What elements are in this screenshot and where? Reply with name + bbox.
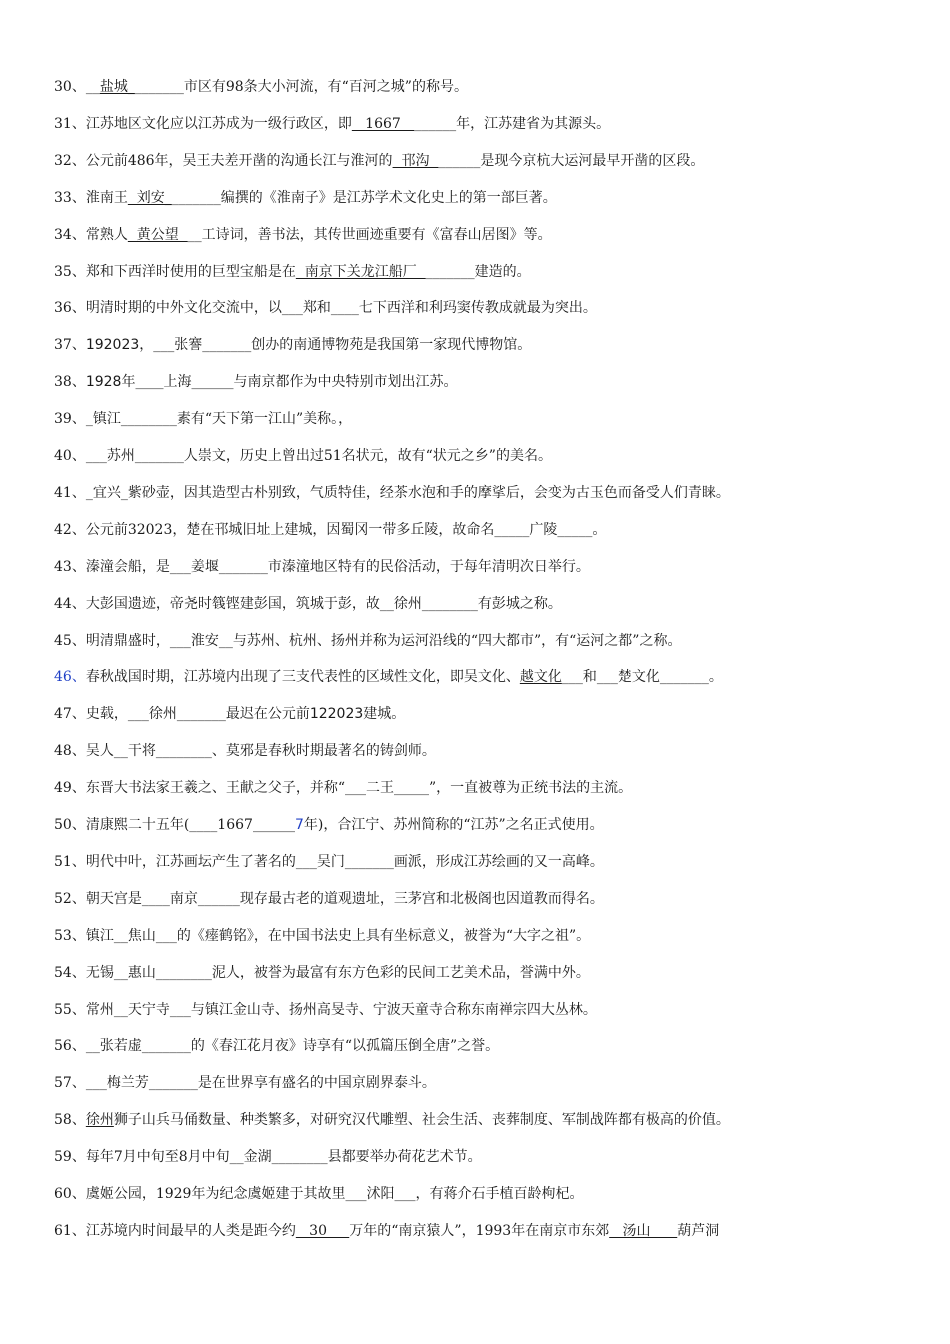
question-text: 建造的。 [474, 264, 531, 280]
question-text: __ [379, 596, 394, 612]
question-text: 紫砂壶，因其造型古朴别致，气质特佳，经茶水泡和手的摩挲后，会变为古玉色而备受人们青睐。 [127, 485, 730, 501]
question-number: 56、 [54, 1038, 86, 1054]
question-number: 38、 [54, 374, 86, 390]
question-text: __ [218, 633, 233, 649]
question-text: 江苏地区文化应以江苏成为一级行政区，即 [85, 116, 352, 132]
question-text: 的《春江花月夜》诗享有“以孤篇压倒全唐”之誉。 [190, 1038, 500, 1054]
question-number: 36、 [54, 300, 86, 316]
question-line [54, 369, 934, 395]
question-line [54, 1107, 934, 1133]
answer-text: 黄公望 [127, 227, 188, 243]
question-text: ___ [345, 1186, 367, 1202]
question-text: ___ [169, 559, 191, 575]
question-text: 万年的“南京猿人”，1993年在南京市东郊 [349, 1223, 610, 1239]
question-text: 工诗词，善书法，其传世画迹重要有《富春山居图》等。 [201, 227, 552, 243]
question-number: 44、 [54, 596, 86, 612]
question-text: _______ [134, 79, 184, 95]
question-text: 122023 [309, 706, 364, 722]
question-number: 33、 [54, 190, 86, 206]
question-line [54, 185, 934, 211]
question-text: ___ [561, 669, 583, 685]
question-text: _____ [494, 522, 530, 538]
question-text: 年 [121, 374, 136, 390]
answer-text: 邗沟 [392, 153, 439, 169]
question-line [54, 664, 934, 690]
question-text: _ [85, 485, 93, 501]
question-text: ____ [135, 374, 164, 390]
question-number: 43、 [54, 559, 86, 575]
question-text: 吴人 [85, 743, 114, 759]
question-line [54, 812, 934, 838]
question-text: _______ [202, 337, 252, 353]
question-text: __ [229, 1149, 244, 1165]
question-text: _______ [659, 669, 709, 685]
question-text: _______ [141, 1038, 191, 1054]
question-text: ______ [414, 116, 457, 132]
question-text: 明清鼎盛时， [85, 633, 170, 649]
question-number: 53、 [54, 928, 86, 944]
question-text: ________ [120, 411, 177, 427]
question-text: 与苏州、杭州、扬州并称为运河沿线的“四大都市”，有“运河之都”之称。 [232, 633, 682, 649]
question-line [54, 1033, 934, 1059]
question-text: ____ [330, 300, 359, 316]
question-number: 55、 [54, 1002, 86, 1018]
question-number: 61、 [54, 1223, 86, 1239]
question-text: ______ [197, 891, 240, 907]
question-text: ___ [155, 928, 177, 944]
question-number: 46、 [54, 669, 86, 685]
question-line [54, 554, 934, 580]
question-text: 苏州 [106, 448, 135, 464]
question-text: ___ [153, 337, 175, 353]
question-text: 、莫邪是春秋时期最著名的铸剑师。 [211, 743, 436, 759]
question-text: 姜堰 [190, 559, 219, 575]
question-text: 徐州 [148, 706, 177, 722]
question-text: 常熟人 [85, 227, 128, 243]
question-line [54, 1144, 934, 1170]
question-line [54, 295, 934, 321]
question-number: 45、 [54, 633, 86, 649]
question-line [54, 406, 934, 432]
question-number: 40、 [54, 448, 86, 464]
question-text: 县都要举办荷花艺术节。 [327, 1149, 482, 1165]
question-text: 大彭国遗迹，帝尧时篯铿建彭国，筑城于彭，故 [85, 596, 380, 612]
question-text: 人崇文，历史上曾出过51名状元，故有“状元之乡”的美名。 [183, 448, 552, 464]
question-text: 常州 [85, 1002, 114, 1018]
question-text: __ [85, 1038, 100, 1054]
question-text: 泥人，被誉为最富有东方色彩的民间工艺美术品，誉满中外。 [211, 965, 590, 981]
question-text: 公元前32023，楚在邗城旧址上建城，因蜀冈一带多丘陵，故命名 [85, 522, 495, 538]
question-text: 是在世界享有盛名的中国京剧界泰斗。 [197, 1075, 436, 1091]
question-text: 宜兴 [92, 485, 121, 501]
question-text: ________ [271, 1149, 328, 1165]
question-text: 是现今京杭大运河最早开凿的区段。 [480, 153, 705, 169]
question-text: 明清时期的中外文化交流中，以 [85, 300, 282, 316]
question-number: 32、 [54, 153, 86, 169]
question-text: ___ [281, 300, 303, 316]
question-text: 编撰的《淮南子》是江苏学术文化史上的第一部巨著。 [220, 190, 557, 206]
question-text: _______ [148, 1075, 198, 1091]
question-text: 。 [592, 522, 607, 538]
question-text: ____ [189, 817, 218, 833]
question-text: 天宁寺 [127, 1002, 170, 1018]
question-text: 淮南王 [85, 190, 128, 206]
question-number: 39、 [54, 411, 86, 427]
question-number: 50、 [54, 817, 86, 833]
question-text: __ [113, 928, 128, 944]
question-text: ___ [85, 448, 107, 464]
answer-text: 徐州 [85, 1112, 114, 1128]
question-line [54, 1218, 934, 1244]
question-text: 郑和下西洋时使用的巨型宝船是在 [85, 264, 296, 280]
question-text: 的《瘗鹤铭》，在中国书法史上具有坐标意义，被誉为“大字之祖”。 [176, 928, 591, 944]
question-text: _ [120, 485, 128, 501]
question-line [54, 480, 934, 506]
question-text: 和 [582, 669, 597, 685]
question-text: 素有“天下第一江山”美称。， [176, 411, 353, 427]
question-line [54, 960, 934, 986]
question-number: 42、 [54, 522, 86, 538]
question-number: 34、 [54, 227, 86, 243]
question-text: 市区有98条大小河流，有“百河之城”的称号。 [183, 79, 468, 95]
question-text: 楚文化 [617, 669, 660, 685]
question-text: _ [85, 411, 93, 427]
question-text: __ [85, 79, 100, 95]
question-line [54, 1181, 934, 1207]
question-text: __ [113, 965, 128, 981]
question-text: 清康熙二十五年( [85, 817, 190, 833]
question-line [54, 628, 934, 654]
question-line [54, 701, 934, 727]
question-text: 狮子山兵马俑数量、种类繁多，对研究汉代雕塑、社会生活、丧葬制度、军制战阵都有极高的价值。 [113, 1112, 730, 1128]
question-text: ”，一直被尊为正统书法的主流。 [428, 780, 633, 796]
question-number: 60、 [54, 1186, 86, 1202]
question-text: ___ [344, 780, 366, 796]
question-text: __ [187, 227, 202, 243]
question-text: 建城。 [363, 706, 406, 722]
question-number: 49、 [54, 780, 86, 796]
answer-text: 刘安_ [127, 190, 172, 206]
question-text: 江苏境内时间最早的人类是距今约 [85, 1223, 296, 1239]
question-text: 192023， [85, 337, 154, 353]
question-text: 吴门 [316, 854, 345, 870]
question-text: 镇江 [92, 411, 121, 427]
question-text: 明代中叶，江苏画坛产生了著名的 [85, 854, 296, 870]
question-number: 48、 [54, 743, 86, 759]
question-number: 58、 [54, 1112, 86, 1128]
question-number: 59、 [54, 1149, 86, 1165]
question-line [54, 443, 934, 469]
question-text: 东晋大书法家王羲之、王献之父子，并称“ [85, 780, 345, 796]
question-number: 31、 [54, 116, 86, 132]
question-text: 市溱潼地区特有的民俗活动，于每年清明次日举行。 [267, 559, 590, 575]
question-line [54, 259, 934, 285]
answer-text: 30 [295, 1223, 350, 1239]
question-text: 公元前486年，吴王夫差开凿的沟通长江与淮河的 [85, 153, 393, 169]
question-line [54, 517, 934, 543]
question-text: _____ [393, 780, 429, 796]
answer-text: 南京下关龙江船厂 [295, 264, 426, 280]
answer-text: 越文化 [519, 669, 562, 685]
answer-text: 汤山 [609, 1223, 678, 1239]
question-text: _______ [171, 190, 221, 206]
question-text: 张謇 [174, 337, 203, 353]
question-text: 溱潼会船，是 [85, 559, 170, 575]
question-text: 南京 [169, 891, 198, 907]
question-text: 无锡 [85, 965, 114, 981]
question-text: ___ [85, 1075, 107, 1091]
question-text: ___ [169, 633, 191, 649]
question-number: 41、 [54, 485, 86, 501]
question-text: 现存最古老的道观遗址，三茅宫和北极阁也因道教而得名。 [239, 891, 604, 907]
question-number: 47、 [54, 706, 86, 722]
question-text: 7 [294, 817, 304, 833]
question-text: 七下西洋和利玛窦传教成就最为突出。 [358, 300, 597, 316]
question-text: 广陵 [529, 522, 558, 538]
question-text: 有彭城之称。 [477, 596, 562, 612]
question-text: 徐州 [393, 596, 422, 612]
question-text: ___ [169, 1002, 191, 1018]
question-text: 与镇江金山寺、扬州高旻寺、宁波天童寺合称东南禅宗四大丛林。 [190, 1002, 597, 1018]
question-text: 每年7月中旬至8月中旬 [85, 1149, 230, 1165]
question-line [54, 775, 934, 801]
question-text: 葫芦洞 [677, 1223, 720, 1239]
question-number: 51、 [54, 854, 86, 870]
question-text: 春秋战国时期，江苏境内出现了三支代表性的区域性文化，即吴文化、 [85, 669, 520, 685]
question-text: 惠山 [127, 965, 156, 981]
question-line [54, 222, 934, 248]
question-text: _______ [425, 264, 475, 280]
question-number: 54、 [54, 965, 86, 981]
answer-text: 1667 [351, 116, 415, 132]
question-line [54, 1070, 934, 1096]
question-text: 虞姬公园，1929年为纪念虞姬建于其故里 [85, 1186, 346, 1202]
question-text: 淮安 [190, 633, 219, 649]
question-text: 金湖 [243, 1149, 272, 1165]
question-text: ______ [252, 817, 295, 833]
question-text: _______ [344, 854, 394, 870]
question-line [54, 849, 934, 875]
question-line [54, 738, 934, 764]
question-text: ____ [141, 891, 170, 907]
question-text: 沭阳 [366, 1186, 395, 1202]
question-text: 二王 [365, 780, 394, 796]
question-text: ___ [295, 854, 317, 870]
question-text: 。 [708, 669, 723, 685]
question-text: ______ [438, 153, 481, 169]
question-text: _______ [218, 559, 268, 575]
question-text: _______ [176, 706, 226, 722]
question-text: __ [113, 743, 128, 759]
question-text: ______ [191, 374, 234, 390]
question-text: ___ [394, 1186, 416, 1202]
question-text: 上海 [163, 374, 192, 390]
question-line [54, 997, 934, 1023]
question-number: 57、 [54, 1075, 86, 1091]
question-text: ___ [596, 669, 618, 685]
question-text: 年)，合江宁、苏州简称的“江苏”之名正式使用。 [303, 817, 604, 833]
question-text: 朝天宫是 [85, 891, 142, 907]
question-text: ________ [421, 596, 478, 612]
question-text: 画派，形成江苏绘画的又一高峰。 [393, 854, 604, 870]
question-text: 焦山 [127, 928, 156, 944]
answer-text: 盐城_ [99, 79, 135, 95]
question-number: 35、 [54, 264, 86, 280]
question-number: 30、 [54, 79, 86, 95]
question-text: _______ [134, 448, 184, 464]
question-text: 创办的南通博物苑是我国第一家现代博物馆。 [251, 337, 532, 353]
question-text: 1928 [85, 374, 122, 390]
question-line [54, 74, 934, 100]
question-text: ________ [155, 965, 212, 981]
question-line [54, 148, 934, 174]
question-text: ，有蒋介石手植百龄枸杞。 [415, 1186, 584, 1202]
question-text: ________ [155, 743, 212, 759]
question-text: 郑和 [302, 300, 331, 316]
question-text: 年，江苏建省为其源头。 [456, 116, 611, 132]
question-text: 梅兰芳 [106, 1075, 149, 1091]
question-text: 镇江 [85, 928, 114, 944]
question-line [54, 923, 934, 949]
question-text: 史载， [85, 706, 128, 722]
question-line [54, 591, 934, 617]
question-text: 干将 [127, 743, 156, 759]
question-line [54, 886, 934, 912]
question-line [54, 111, 934, 137]
question-text: ___ [127, 706, 149, 722]
question-line [54, 332, 934, 358]
question-text: _____ [557, 522, 593, 538]
question-text: 1667 [217, 817, 253, 833]
question-text: __ [113, 1002, 128, 1018]
question-text: 与南京都作为中央特别市划出江苏。 [233, 374, 458, 390]
question-number: 52、 [54, 891, 86, 907]
question-text: 张若虚 [99, 1038, 142, 1054]
question-number: 37、 [54, 337, 86, 353]
question-text: 最迟在公元前 [225, 706, 310, 722]
